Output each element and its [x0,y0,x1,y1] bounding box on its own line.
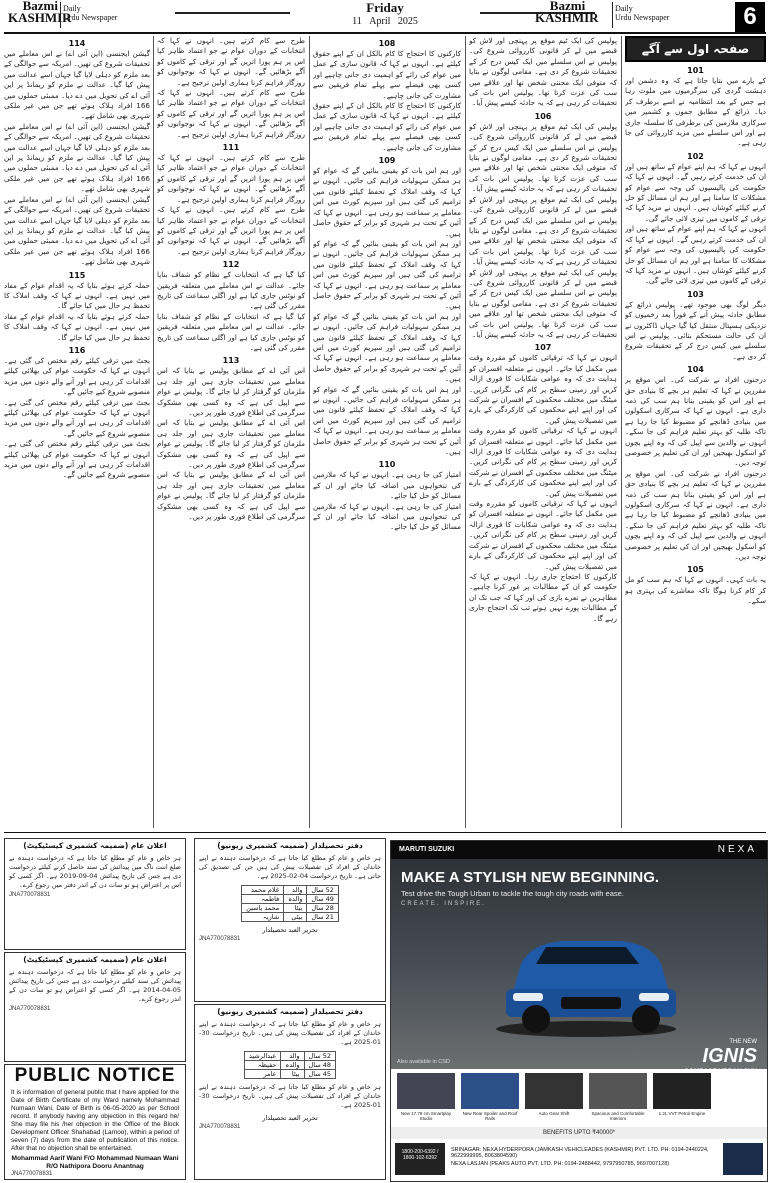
article-text: بجٹ میں ترقی کیلئے رقم مختص کی گئی ہے۔ انہوں نے کہا کہ حکومت عوام کی بھلائی کیلئے اقدامات کر رہی ہے اور آنے والے دنوں میں مزید منصوبے شروع کیے جائیں گے۔ [4,397,150,438]
notice-ref: JNA770078831 [9,892,51,898]
ad-tagline: CREATE. INSPIRE. [401,901,486,907]
article-text: بجٹ میں ترقی کیلئے رقم مختص کی گئی ہے۔ انہوں نے کہا کہ حکومت عوام کی بھلائی کیلئے اقدامات کر رہی ہے اور آنے والے دنوں میں مزید منصوبے شروع کیے جائیں گے۔ [4,355,150,397]
ad-model-name: IGNIS [702,1045,757,1067]
masthead-date-year: 2025 [397,16,418,27]
notice-ref: JNA770078831 [11,1171,53,1177]
article-number: 111 [222,143,240,153]
notice-text: ہر خاص و عام کو مطلع کیا جاتا ہے کہ درخواست دہندہ نے اپنے خاندان کے افراد کی تفصیلات پیش کی ہیں جن کی تصدیق کی جانی ہے۔ تاریخ درخواست 04-02-2025 ہے۔ [199,854,381,880]
masthead-left-divider [60,2,61,28]
masthead-right-tag2: Urdu Newspaper [615,13,670,22]
article-number: 103 [687,289,704,299]
table-row: حفیظہ والدہ 48 سال [244,1061,335,1070]
article-text: طرح سے کام کرتے ہیں۔ انہوں نے کہا کہ انتخابات کے دوران عوام نے جو اعتماد ظاہر کیا اس پر ہم پورا اتریں گے اور ترقی کے کاموں کو آگے بڑھائیں گے۔ انہوں نے کہا کہ نوجوانوں کو روزگار فراہم کرنا ہماری اولین ترجیح ہے۔ [157,153,305,204]
ad-car-scene [391,859,767,1069]
article-number: 112 [222,260,240,270]
article-number: 108 [378,39,396,48]
table-row: عبدالرشید والد 52 سال [244,1052,335,1061]
article-text: کیا گیا ہے کہ انتخابات کے نظام کو شفاف بنایا جائے۔ عدالت نے اس معاملے میں متعلقہ فریقین کو نوٹس جاری کیا ہے اور اگلی سماعت کی تاریخ مقرر کی گئی ہے۔ [157,311,305,352]
masthead-right-tag1: Daily [615,4,633,13]
masthead-right-divider [612,2,613,28]
ad-subline: Test drive the Tough Urban to tackle the tough city roads with ease. [401,889,624,898]
ad-topbar [391,841,767,859]
column-divider [621,36,622,828]
ad-brand: MARUTI SUZUKI [399,846,455,853]
article-text: طرح سے کام کرتے ہیں۔ انہوں نے کہا کہ انتخابات کے دوران عوام نے جو اعتماد ظاہر کیا اس پر ہم پورا اتریں گے اور ترقی کے کاموں کو آگے بڑھائیں گے۔ انہوں نے کہا کہ نوجوانوں کو روزگار فراہم کرنا ہماری اولین ترجیح ہے۔ [157,88,305,139]
article-text: یہ بات کہی۔ انہوں نے کہا کہ ہم سب کو مل کر کام کرنا ہوگا تاکہ معاشرے کی بہتری ہو سکے۔ [625,575,766,606]
article-text: اس آئی اے کے مطابق پولیس نے بتایا کہ اس معاملے میں تحقیقات جاری ہیں اور جلد ہی ملزمان کو گرفتار کر لیا جائے گا۔ پولیس نے عوام سے اپیل کی ہے کہ وہ کسی بھی مشکوک سرگرمی کی اطلاع فوری طور پر دیں۔ [157,366,305,417]
article-text: حملہ کرتے ہوئے بتایا کہ یہ اقدام عوام کے مفاد میں نہیں ہے۔ انہوں نے کہا کہ وقف املاک کا تحفظ ہر حال میں کیا جائے گا۔ [4,280,150,311]
article-number: 104 [687,365,704,375]
family-table [244,1051,336,1079]
article-text: درجنوں افراد نے شرکت کی۔ اس موقع پر مقررین نے کہا کہ تعلیم ہر بچے کا بنیادی حق ہے اور اس کو یقینی بنانا ہم سب کی ذمہ داری ہے۔ انہوں نے کہا کہ سرکاری اسکولوں میں بنیادی ڈھانچے کو مضبوط کیا جا رہا ہے تاکہ طلبہ کو بہتر تعلیم فراہم کی جا سکے۔ انہوں نے والدین سے اپیل کی کہ وہ اپنے بچوں کو اسکول بھیجیں اور ان کی تعلیم پر خصوصی توجہ دیں۔ [625,375,766,468]
article-text: انہوں نے کہا کہ ہم اپنے عوام کے ساتھ ہیں اور ان کی خدمت کرتے رہیں گے۔ انہوں نے کہا کہ حکومت کی پالیسیوں کی وجہ سے عوام کو مشکلات کا سامنا ہے اور ہم ان مسائل کو حل کرنے کیلئے کوشاں ہیں۔ انہوں نے مزید کہا کہ ترقی کے کاموں میں تیزی لائی جائے گی۔ [625,161,766,223]
masthead-date [270,16,500,27]
article-number: 110 [378,460,396,470]
article-number: 109 [378,156,396,166]
public-notice-address: R/O Nathipora Dooru Anantnag [46,1163,144,1170]
article-text: دیگر لوگ بھی موجود تھے۔ پولیس ذرائع کے مطابق حادثہ پیش آنے کے فوراً بعد زخمیوں کو نزدیکی ہسپتال منتقل کیا گیا جہاں ڈاکٹروں نے ان کی حالت مستحکم بتائی۔ پولیس نے اس سلسلے میں کیس درج کر کے تحقیقات شروع کر دی ہے۔ [625,299,766,361]
feature-caption: New 17.78 cm Smartplay Studio [400,1111,452,1121]
masthead-left-name-bottom: KASHMIR [8,10,72,25]
notice-ref: JNA770078831 [199,1124,241,1130]
feature-caption: Spacious and Comfortable Interiors [591,1111,645,1121]
column-5 [4,36,150,828]
ad-dealer-1: SRINAGAR: NEXA HYDERPORA (JAMKASH VEHICLEADES (KASHMIR) PVT. LTD. PH: 0194-2440224, 9622999995, 8063804590) [451,1147,709,1159]
article-number: 106 [534,111,552,121]
notice-sign: تحریر العبد تحصیلدار [262,926,318,934]
article-number: 115 [68,270,86,280]
family-table [241,885,339,922]
public-notice-signature: Mohammad Aarif Wani F/O Mohammad Numaan Wani [11,1155,179,1162]
column-divider [153,36,154,828]
article-text: اور ہم اس بات کو یقینی بنائیں گے کہ عوام کو ہر ممکن سہولیات فراہم کی جائیں۔ انہوں نے کہا کہ وقف املاک کے تحفظ کیلئے قانون میں ترامیم کی گئی ہیں اور سپریم کورٹ میں اس معاملے پر سماعت ہو رہی ہے۔ انہوں نے کہا کہ آئین کے تحت ہر شہری کو برابر کے حقوق حاصل ہیں۔ [313,384,461,457]
notice-text: ہر خاص و عام کو مطلع کیا جاتا ہے کہ درخواست دہندہ نے اپنے خاندان کے افراد کی تفصیلات پیش کی ہیں۔ تاریخ درخواست 30-01-2025 ہے۔ [199,1020,381,1046]
table-row: غلام محمد والد 52 سال [242,886,339,895]
page-number: 6 [735,2,765,32]
section-banner: صفحہ اول سے آگے [625,36,766,62]
article-text: پولیس کی ایک ٹیم موقع پر پہنچی اور لاش کو قبضے میں لے کر قانونی کارروائی شروع کی۔ پولیس نے اس سلسلے میں ایک کیس درج کر کے تحقیقات شروع کر دی ہے۔ مقامی لوگوں نے بتایا کہ متوفی ایک محنتی شخص تھا اور علاقے میں سب کی عزت کرتا تھا۔ پولیس اس بات کی تحقیقات کر رہی ہے کہ یہ حادثہ کیسے پیش آیا۔ [469,121,617,194]
article-number: 116 [68,345,86,355]
article-text: اور ہم اس بات کو یقینی بنائیں گے کہ عوام کو ہر ممکن سہولیات فراہم کی جائیں۔ انہوں نے کہا کہ وقف املاک کے تحفظ کیلئے قانون میں ترامیم کی گئی ہیں اور سپریم کورٹ میں اس معاملے پر سماعت ہو رہی ہے۔ انہوں نے کہا کہ آئین کے تحت ہر شہری کو برابر کے حقوق حاصل ہیں۔ [313,311,461,384]
article-text: انہوں نے کہا کہ ترقیاتی کاموں کو مقررہ وقت میں مکمل کیا جائے۔ انہوں نے متعلقہ افسران کو ہدایت دی کہ وہ عوامی شکایات کا فوری ازالہ کریں اور زمینی سطح پر کام کی نگرانی کریں۔ میٹنگ میں مختلف محکموں کے افسران نے شرکت کی اور اپنے اپنے محکموں کی کارکردگی کے بارے میں تفصیلات پیش کیں۔ [469,499,617,571]
public-notice-body: It is information of general public that I have applied for the Date of Birth Certificate of my Ward namely Mohammad Numaan Wani, Date of Birth is 06-05-2020 as per School record. If anybody having any objection in this regard he/ She may file his /her objection in the Office of the Block Development Officer Shahabad (Larnoo), within a period of seven (7) days from the date of publication of this notice. After that no objection shall be entertained. [11,1089,179,1152]
column-divider [309,36,310,828]
masthead-left-tag2: Urdu Newspaper [63,13,118,22]
feature-caption: New Rear Spoiler and Roof Rails [462,1111,518,1121]
article-text: پولیس کی ایک ٹیم موقع پر پہنچی اور لاش کو قبضے میں لے کر قانونی کارروائی شروع کی۔ پولیس نے اس سلسلے میں ایک کیس درج کر کے تحقیقات شروع کر دی ہے۔ مقامی لوگوں نے بتایا کہ متوفی ایک محنتی شخص تھا اور علاقے میں سب کی عزت کرتا تھا۔ پولیس اس بات کی تحقیقات کر رہی ہے کہ یہ حادثہ کیسے پیش آیا۔ [469,267,617,339]
notice-ref: JNA770078831 [9,1006,51,1012]
car-image [491,919,681,1039]
masthead-day: Friday [366,0,404,15]
article-text: گیشن ایجنسی (این آئی اے) نے اس معاملے میں تحقیقات شروع کی تھیں۔ امریکہ سے حوالگی کے بعد ملزم کو دہلی لایا گیا جہاں اسے عدالت میں پیش کیا گیا۔ عدالت نے ملزم کو ریمانڈ پر این آئی اے کی تحویل میں دے دیا۔ ممبئی حملوں میں 166 افراد ہلاک ہوئے تھے جن میں غیر ملکی شہری بھی شامل تھے۔ [4,49,150,121]
car-advertisement [390,840,768,1182]
article-text: اور ہم اس بات کو یقینی بنائیں گے کہ عوام کو ہر ممکن سہولیات فراہم کی جائیں۔ انہوں نے کہا کہ وقف املاک کے تحفظ کیلئے قانون میں ترامیم کی گئی ہیں اور سپریم کورٹ میں اس معاملے پر سماعت ہو رہی ہے۔ انہوں نے کہا کہ آئین کے تحت ہر شہری کو برابر کے حقوق حاصل ہیں۔ [313,166,461,238]
notice-text: ہر خاص و عام کو مطلع کیا جاتا ہے کہ درخواست دہندہ نے اپنے خاندان کے افراد کی تفصیلات پیش کی ہیں۔ تاریخ درخواست 30-01-2025 ہے۔ [199,1083,381,1109]
article-number: 101 [687,66,704,75]
table-row: محمد یاسین بیٹا 28 سال [242,904,339,913]
article-number: 113 [222,356,240,366]
article-text: کارکنوں کا احتجاج جاری رہا۔ انہوں نے کہا کہ حکومت کو ان کے مطالبات پر غور کرنا چاہیے۔ مظاہرین نے نعرے بازی کی اور کہا کہ جب تک ان کے مطالبات پورے نہیں ہوتے تب تک احتجاج جاری رہے گا۔ [469,571,617,623]
article-number: 114 [68,39,86,48]
feature-image [461,1073,519,1109]
notice-heading: دفتر تحصیلدار (ضمیمہ کشمیری ریونیو) [217,1007,363,1016]
masthead-right-name [535,0,600,24]
article-text: امتیاز کی جا رہی ہے۔ انہوں نے کہا کہ ملازمین کی تنخواہوں میں اضافہ کیا جائے اور ان کے مسائل کو حل کیا جائے۔ [313,501,461,532]
column-4 [157,36,305,828]
notice-birth-1 [4,838,186,950]
feature-image [525,1073,583,1109]
ad-features [391,1069,767,1127]
article-text: انہوں نے کہا کہ ترقیاتی کاموں کو مقررہ وقت میں مکمل کیا جائے۔ انہوں نے متعلقہ افسران کو ہدایت دی کہ وہ عوامی شکایات کا فوری ازالہ کریں اور زمینی سطح پر کام کی نگرانی کریں۔ میٹنگ میں مختلف محکموں کے افسران نے شرکت کی اور اپنے اپنے محکموں کی کارکردگی کے بارے میں تفصیلات پیش کیں۔ [469,353,617,425]
article-text: درجنوں افراد نے شرکت کی۔ اس موقع پر مقررین نے کہا کہ تعلیم ہر بچے کا بنیادی حق ہے اور اس کو یقینی بنانا ہم سب کی ذمہ داری ہے۔ انہوں نے کہا کہ سرکاری اسکولوں میں بنیادی ڈھانچے کو مضبوط کیا جا رہا ہے تاکہ طلبہ کو بہتر تعلیم فراہم کی جا سکے۔ انہوں نے والدین سے اپیل کی کہ وہ اپنے بچوں کو اسکول بھیجیں اور ان کی تعلیم پر خصوصی توجہ دیں۔ [625,468,766,562]
notice-heading: دفتر تحصیلدار (ضمیمہ کشمیری ریونیو) [217,841,363,850]
masthead-date-month: April [369,16,391,27]
table-row: عامر بیٹا 45 سال [244,1070,335,1079]
masthead-date-day: 11 [352,16,362,27]
ad-dealers [391,1139,767,1181]
column-3 [313,36,461,828]
feature-image [589,1073,647,1109]
article-text: حملہ کرتے ہوئے بتایا کہ یہ اقدام عوام کے مفاد میں نہیں ہے۔ انہوں نے کہا کہ وقف املاک کا تحفظ ہر حال میں کیا جائے گا۔ [4,311,150,342]
article-text: طرح سے کام کرتے ہیں۔ انہوں نے کہا کہ انتخابات کے دوران عوام نے جو اعتماد ظاہر کیا اس پر ہم پورا اتریں گے اور ترقی کے کاموں کو آگے بڑھائیں گے۔ انہوں نے کہا کہ نوجوانوں کو روزگار فراہم کرنا ہماری اولین ترجیح ہے۔ [157,36,305,87]
table-row: فاطمہ والدہ 49 سال [242,895,339,904]
feature-image [653,1073,711,1109]
article-text: پولیس کی ایک ٹیم موقع پر پہنچی اور لاش کو قبضے میں لے کر قانونی کارروائی شروع کی۔ پولیس نے اس سلسلے میں ایک کیس درج کر کے تحقیقات شروع کر دی ہے۔ مقامی لوگوں نے بتایا کہ متوفی ایک محنتی شخص تھا اور علاقے میں سب کی عزت کرتا تھا۔ پولیس اس بات کی تحقیقات کر رہی ہے کہ یہ حادثہ کیسے پیش آیا۔ [469,194,617,267]
article-text: کارکنوں کا احتجاج کا کام بالکل ان کے اپنے حقوق کیلئے ہے۔ انہوں نے کہا کہ قانون سازی کے عمل میں عوام کی رائے کو اہمیت دی جانی چاہیے اور کسی بھی فیصلے سے پہلے تمام فریقین سے مشاورت کی جانی چاہیے۔ [313,49,461,100]
article-text: انہوں نے کہا کہ ہم اپنے عوام کے ساتھ ہیں اور ان کی خدمت کرتے رہیں گے۔ انہوں نے کہا کہ حکومت کی پالیسیوں کی وجہ سے عوام کو مشکلات کا سامنا ہے اور ہم ان مسائل کو حل کرنے کیلئے کوشاں ہیں۔ انہوں نے مزید کہا کہ ترقی کے کاموں میں تیزی لائی جائے گی۔ [625,224,766,286]
article-number: 102 [687,151,704,161]
notice-birth-2 [4,952,186,1062]
table-row: شازیہ بیٹی 21 سال [242,913,339,922]
notice-text: ہر خاص و عام کو مطلع کیا جاتا ہے کہ درخواست دہندہ نے ضلع اننت ناگ میں پیدائش کی سند حاصل کرنے کیلئے درخواست دی ہے جس کی تاریخ پیدائش 04-09-2019 ہے۔ اگر کسی کو اس پر اعتراض ہو تو سات دن کے اندر دفتر میں رجوع کرے۔ [9,854,181,889]
public-notice-title: PUBLIC NOTICE [14,1065,176,1086]
ad-benefits: BENEFITS UPTO ₹40000* [391,1127,767,1139]
masthead-right-tag [615,4,669,22]
notice-ref: JNA770078831 [199,936,241,942]
notice-sign: تحریر العبد تحصیلدار [262,1114,318,1122]
column-1 [625,36,766,828]
ad-contact: 1800-200-6392 / 1800-102-6392 [395,1143,445,1175]
article-text: انہوں نے کہا کہ ترقیاتی کاموں کو مقررہ وقت میں مکمل کیا جائے۔ انہوں نے متعلقہ افسران کو ہدایت دی کہ وہ عوامی شکایات کا فوری ازالہ کریں اور زمینی سطح پر کام کی نگرانی کریں۔ میٹنگ میں مختلف محکموں کے افسران نے شرکت کی اور اپنے اپنے محکموں کی کارکردگی کے بارے میں تفصیلات پیش کیں۔ [469,426,617,498]
article-text: اور ہم اس بات کو یقینی بنائیں گے کہ عوام کو ہر ممکن سہولیات فراہم کی جائیں۔ انہوں نے کہا کہ وقف املاک کے تحفظ کیلئے قانون میں ترامیم کی گئی ہیں اور سپریم کورٹ میں اس معاملے پر سماعت ہو رہی ہے۔ انہوں نے کہا کہ آئین کے تحت ہر شہری کو برابر کے حقوق حاصل ہیں۔ [313,238,461,311]
feature-image [397,1073,455,1109]
ad-dealer-2: NEXA LASJAN (PEAKS AUTO PVT. LTD. PH: 0194-2488442, 9797950785, 9697007128) [451,1161,670,1167]
masthead-left-tag [63,4,117,22]
article-text: کیا گیا ہے کہ انتخابات کے نظام کو شفاف بنایا جائے۔ عدالت نے اس معاملے میں متعلقہ فریقین کو نوٹس جاری کیا ہے اور اگلی سماعت کی تاریخ مقرر کی گئی ہے۔ [157,270,305,311]
masthead-right-name-top: Bazmi [549,0,586,13]
notice-text: ہر خاص و عام کو مطلع کیا جاتا ہے کہ درخواست دہندہ نے پیدائش کی سند کیلئے درخواست دی ہے جس کی تاریخ پیدائش 05-04-2014 ہے۔ اگر کسی کو اعتراض ہو تو سات دن کے اندر رجوع کرے۔ [9,968,181,1003]
article-text: اس آئی اے کے مطابق پولیس نے بتایا کہ اس معاملے میں تحقیقات جاری ہیں اور جلد ہی ملزمان کو گرفتار کر لیا جائے گا۔ پولیس نے عوام سے اپیل کی ہے کہ وہ کسی بھی مشکوک سرگرمی کی اطلاع فوری طور پر دیں۔ [157,418,305,470]
masthead-dateline [270,0,500,27]
column-divider [465,36,466,828]
ad-model-new: THE NEW [729,1039,757,1045]
public-notice [4,1064,186,1180]
feature-caption: Auto Gear Shift [538,1111,570,1116]
article-text: طرح سے کام کرتے ہیں۔ انہوں نے کہا کہ انتخابات کے دوران عوام نے جو اعتماد ظاہر کیا اس پر ہم پورا اتریں گے اور ترقی کے کاموں کو آگے بڑھائیں گے۔ انہوں نے کہا کہ نوجوانوں کو روزگار فراہم کرنا ہماری اولین ترجیح ہے۔ [157,205,305,256]
article-text: پولیس کی ایک ٹیم موقع پر پہنچی اور لاش کو قبضے میں لے کر قانونی کارروائی شروع کی۔ پولیس نے اس سلسلے میں ایک کیس درج کر کے تحقیقات شروع کر دی ہے۔ مقامی لوگوں نے بتایا کہ متوفی ایک محنتی شخص تھا اور علاقے میں سب کی عزت کرتا تھا۔ پولیس اس بات کی تحقیقات کر رہی ہے کہ یہ حادثہ کیسے پیش آیا۔ [469,36,617,108]
ad-nexa-logo: NEXA [717,844,757,855]
notice-family-2 [194,1004,386,1180]
article-text: امتیاز کی جا رہی ہے۔ انہوں نے کہا کہ ملازمین کی تنخواہوں میں اضافہ کیا جائے اور ان کے مسائل کو حل کیا جائے۔ [313,470,461,501]
article-text: بجٹ میں ترقی کیلئے رقم مختص کی گئی ہے۔ انہوں نے کہا کہ حکومت عوام کی بھلائی کیلئے اقدامات کر رہی ہے اور آنے والے دنوں میں مزید منصوبے شروع کیے جائیں گے۔ [4,439,150,480]
section-rule [4,832,766,833]
article-text: گیشن ایجنسی (این آئی اے) نے اس معاملے میں تحقیقات شروع کی تھیں۔ امریکہ سے حوالگی کے بعد ملزم کو دہلی لایا گیا جہاں اسے عدالت میں پیش کیا گیا۔ عدالت نے ملزم کو ریمانڈ پر این آئی اے کی تحویل میں دے دیا۔ ممبئی حملوں میں 166 افراد ہلاک ہوئے تھے جن میں غیر ملکی شہری بھی شامل تھے۔ [4,194,150,267]
masthead-left-tag1: Daily [63,4,81,13]
column-2 [469,36,617,828]
notice-heading: اعلان عام (ضمیمہ کشمیری کیسٹیکیٹ) [23,955,167,964]
notice-heading: اعلان عام (ضمیمہ کشمیری کیسٹیکیٹ) [23,841,167,850]
ad-headline: MAKE A STYLISH NEW BEGINNING. [401,869,660,886]
feature-caption: 1.2L VVT Petrol Engine [658,1111,706,1116]
article-number: 105 [687,565,704,575]
ad-logo-badge [723,1143,763,1175]
masthead-left-name-top: Bazmi [22,0,58,13]
article-text: کارکنوں کا احتجاج کا کام بالکل ان کے اپنے حقوق کیلئے ہے۔ انہوں نے کہا کہ قانون سازی کے عمل میں عوام کی رائے کو اہمیت دی جانی چاہیے اور کسی بھی فیصلے سے پہلے تمام فریقین سے مشاورت کی جانی چاہیے۔ [313,101,461,152]
article-text: کے بارے میں بتایا جاتا ہے کہ وہ دشمن اور دہشت گردی کی سرگرمیوں میں ملوث رہا ہے جس کے بعد انتظامیہ نے اسے برطرف کر دیا۔ ذرائع کے مطابق جموں و کشمیر میں سرکاری ملازمین کی برطرفی کا سلسلہ جاری ہے اور اس سلسلے میں مزید کارروائی کی جا رہی ہے۔ [625,76,766,148]
article-number: 107 [534,343,552,353]
article-text: اس آئی اے کے مطابق پولیس نے بتایا کہ اس معاملے میں تحقیقات جاری ہیں اور جلد ہی ملزمان کو گرفتار کر لیا جائے گا۔ پولیس نے عوام سے اپیل کی ہے کہ وہ کسی بھی مشکوک سرگرمی کی اطلاع فوری طور پر دیں۔ [157,470,305,522]
masthead-right-name-bottom: KASHMIR [535,10,599,25]
article-text: گیشن ایجنسی (این آئی اے) نے اس معاملے میں تحقیقات شروع کی تھیں۔ امریکہ سے حوالگی کے بعد ملزم کو دہلی لایا گیا جہاں اسے عدالت میں پیش کیا گیا۔ عدالت نے ملزم کو ریمانڈ پر این آئی اے کی تحویل میں دے دیا۔ ممبئی حملوں میں 166 افراد ہلاک ہوئے تھے جن میں غیر ملکی شہری بھی شامل تھے۔ [4,121,150,194]
notice-family-1 [194,838,386,1002]
masthead-rule [4,32,766,34]
ad-csd-note: Also available in CSD [397,1059,450,1065]
